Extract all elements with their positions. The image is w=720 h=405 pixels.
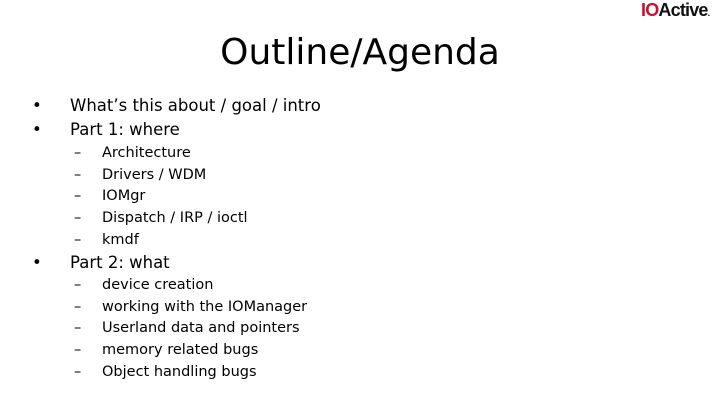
agenda-subitem (74, 186, 145, 206)
agenda-subitem (74, 340, 258, 360)
agenda-item-label: Part 1: where (70, 120, 180, 139)
dash-icon: – (74, 167, 82, 183)
dash-icon: – (74, 210, 82, 226)
agenda-item (32, 119, 180, 141)
dash-icon: – (74, 320, 82, 336)
logo-io-text: IO (641, 0, 659, 20)
dash-icon: – (74, 188, 82, 204)
agenda-item (32, 95, 321, 117)
agenda-subitem-label: Userland data and pointers (102, 320, 300, 336)
agenda-subitem (74, 362, 257, 382)
agenda-subitem-label: working with the IOManager (102, 299, 308, 315)
agenda-subitem (74, 275, 213, 295)
agenda-subitem-label: Drivers / WDM (102, 167, 207, 183)
bullet-icon: • (32, 253, 42, 272)
agenda-subitem-label: Object handling bugs (102, 364, 257, 380)
agenda-item (32, 252, 170, 274)
dash-icon: – (74, 232, 82, 248)
logo-mark: . (707, 8, 710, 18)
agenda-subitem-label: Dispatch / IRP / ioctl (102, 210, 248, 226)
dash-icon: – (74, 299, 82, 315)
agenda-subitem-label: Architecture (102, 145, 191, 161)
agenda-subitem-label: IOMgr (102, 188, 146, 204)
agenda-subitem (74, 318, 300, 338)
agenda-subitem (74, 143, 191, 163)
agenda-subitem-label: memory related bugs (102, 342, 259, 358)
agenda-subitem (74, 230, 139, 250)
bullet-icon: • (32, 120, 42, 139)
bullet-icon: • (32, 96, 42, 115)
agenda-subitem (74, 165, 206, 185)
logo-active-text: Active (658, 0, 708, 20)
agenda-item-label: Part 2: what (70, 253, 170, 272)
dash-icon: – (74, 364, 82, 380)
dash-icon: – (74, 342, 82, 358)
dash-icon: – (74, 277, 82, 293)
dash-icon: – (74, 145, 82, 161)
agenda-item-label: What’s this about / goal / intro (70, 96, 321, 115)
agenda-subitem (74, 208, 248, 228)
agenda-subitem-label: kmdf (102, 232, 139, 248)
slide-title: Outline/Agenda (220, 32, 500, 73)
agenda-subitem (74, 297, 307, 317)
agenda-subitem-label: device creation (102, 277, 214, 293)
